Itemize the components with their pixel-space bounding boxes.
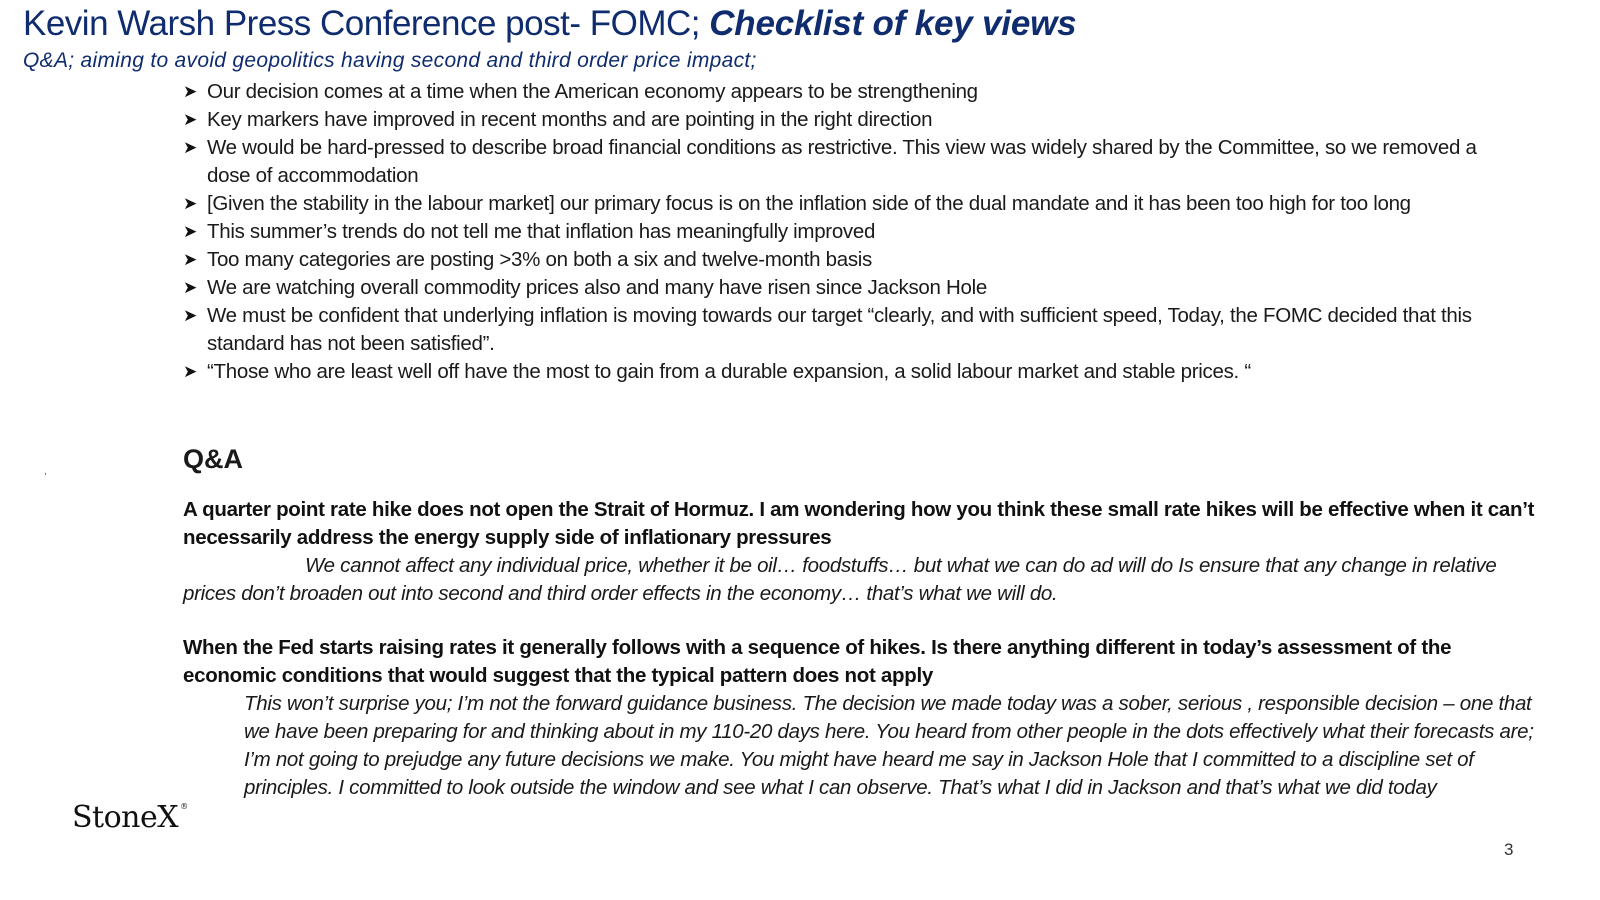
key-view-text: [Given the stability in the labour market] our primary focus is on the inflation side of the dual mandate and it has been too high for too long: [207, 192, 1411, 215]
qa-answer-1: We cannot affect any individual price, whether it be oil… foodstuffs… but what we can do ad will do Is ensure that any change in relative prices don’t broaden out into second and third order effects in the economy… that’s what we will do.: [183, 554, 1497, 605]
page-number: 3: [1504, 840, 1514, 859]
stonex-logo: [72, 800, 188, 835]
key-view-item: [183, 190, 1523, 218]
arrow-bullet-icon: ➤: [183, 306, 197, 325]
qa-answer-2: This won’t surprise you; I’m not the forward guidance business. The decision we made today was a sober, serious , responsible decision – one that we have been preparing for and thinking about in my 110-20 days here. You heard from other people in the dots effectively what their forecasts are; I’m not going to prejudge any future decisions we make. You might have heard me say in Jackson Hole that I committed to a discipline set of principles. I committed to look outside the window and see what I can observe. That’s what I did in Jackson and that’s what we did today: [244, 692, 1534, 799]
qa-question-1: A quarter point rate hike does not open the Strait of Hormuz. I am wondering how you think these small rate hikes will be effective when it can’t necessarily address the energy supply side of inflationary pressures: [183, 498, 1535, 549]
key-view-text: We are watching overall commodity prices also and many have risen since Jackson Hole: [207, 276, 987, 299]
key-view-item: [183, 358, 1523, 386]
key-view-item: [183, 134, 1523, 190]
arrow-bullet-icon: ➤: [183, 250, 197, 269]
slide-subtitle: Q&A; aiming to avoid geopolitics having second and third order price impact;: [23, 49, 757, 72]
qa-question-2: When the Fed starts raising rates it generally follows with a sequence of hikes. Is there anything different in today’s assessment of the economic conditions that would suggest that the typical pattern does not apply: [183, 636, 1452, 687]
qa-heading: Q&A: [183, 444, 243, 474]
slide-title: [23, 4, 1076, 44]
key-view-text: Key markers have improved in recent months and are pointing in the right direction: [207, 108, 933, 131]
key-view-text: We would be hard-pressed to describe broad financial conditions as restrictive. This view was widely shared by the Committee, so we removed a dose of accommodation: [207, 136, 1477, 187]
logo-wordmark: StoneX: [72, 800, 179, 835]
key-view-item: [183, 78, 1523, 106]
arrow-bullet-icon: ➤: [183, 194, 197, 213]
key-view-text: This summer’s trends do not tell me that inflation has meaningfully improved: [207, 220, 876, 243]
arrow-bullet-icon: ➤: [183, 138, 197, 157]
arrow-bullet-icon: ➤: [183, 362, 197, 381]
slide-title-emphasis: Checklist of key views: [709, 4, 1077, 43]
key-views-list: [183, 78, 1523, 386]
arrow-bullet-icon: ➤: [183, 82, 197, 101]
arrow-bullet-icon: ➤: [183, 278, 197, 297]
stray-mark: ,: [44, 466, 47, 477]
key-view-item: [183, 106, 1523, 134]
key-view-text: “Those who are least well off have the most to gain from a durable expansion, a solid labour market and stable prices. “: [207, 360, 1251, 383]
registered-mark: ®: [180, 802, 188, 811]
key-view-text: Our decision comes at a time when the American economy appears to be strengthening: [207, 80, 978, 103]
arrow-bullet-icon: ➤: [183, 222, 197, 241]
arrow-bullet-icon: ➤: [183, 110, 197, 129]
key-view-text: We must be confident that underlying inflation is moving towards our target “clearly, and with sufficient speed, Today, the FOMC decided that this standard has not been satisfied”.: [207, 304, 1472, 355]
key-view-item: [183, 246, 1523, 274]
key-view-item: [183, 302, 1523, 358]
slide-title-main: Kevin Warsh Press Conference post- FOMC;: [23, 4, 710, 43]
key-view-text: Too many categories are posting >3% on both a six and twelve-month basis: [207, 248, 872, 271]
key-view-item: [183, 218, 1523, 246]
key-view-item: [183, 274, 1523, 302]
